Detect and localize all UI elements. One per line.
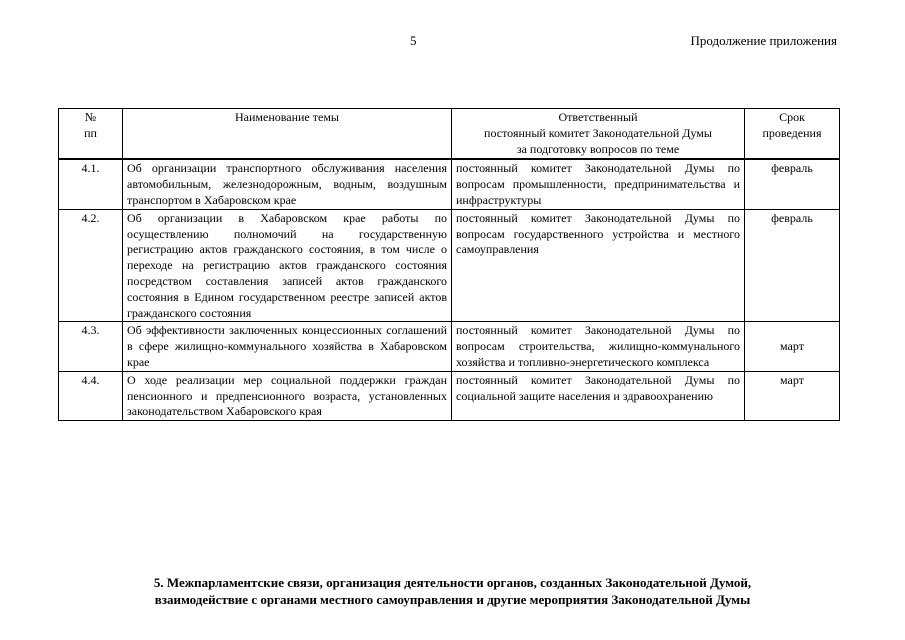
- row-topic: О ходе реализации мер социальной поддержки граждан пенсионного и предпенсионного возраста, установленных законодательством Хабаровского края: [123, 371, 452, 420]
- table-row: [59, 371, 840, 420]
- row-term: март: [745, 322, 840, 371]
- column-header-term-line: проведения: [762, 125, 822, 140]
- column-header-term-line: Срок: [779, 110, 805, 124]
- column-header-committee-line: Ответственный: [558, 110, 638, 124]
- row-number: 4.4.: [59, 371, 123, 420]
- column-header-committee-line: постоянный комитет Законодательной Думы: [484, 125, 712, 140]
- row-term: март: [745, 371, 840, 420]
- section-title-line: 5. Межпарламентские связи, организация деятельности органов, созданных Законодательной Думой,: [153, 575, 752, 590]
- table-header: [59, 109, 840, 160]
- row-term: февраль: [745, 159, 840, 209]
- running-header: Продолжение приложения: [690, 33, 837, 48]
- table-row: [59, 159, 840, 209]
- row-topic: Об эффективности заключенных концессионных соглашений в сфере жилищно-коммунального хозяйства в Хабаровском крае: [123, 322, 452, 371]
- row-committee: постоянный комитет Законодательной Думы по вопросам промышленности, предпринимательства и инфраструктуры: [452, 159, 745, 209]
- row-number: 4.3.: [59, 322, 123, 371]
- table-body: [59, 159, 840, 420]
- row-term: февраль: [745, 209, 840, 322]
- column-header-committee-line: за подготовку вопросов по теме: [516, 141, 680, 156]
- column-header-number-line: пп: [84, 125, 97, 140]
- section-title-line: взаимодействие с органами местного самоуправления и другие мероприятия Законодательной Думы: [154, 592, 751, 607]
- row-topic: Об организации в Хабаровском крае работы по осуществлению полномочий на государственную регистрацию актов гражданского состояния, в том числе о переходе на регистрацию актов гражданского состояния посредством составления записей актов гражданского состояния в Едином государственном реестре записей актов гражданского состояния: [123, 209, 452, 322]
- plan-table: [58, 108, 840, 421]
- column-header-number: [59, 109, 123, 160]
- column-header-committee: [452, 109, 745, 160]
- column-header-topic: [123, 109, 452, 160]
- row-number: 4.1.: [59, 159, 123, 209]
- column-header-number-line: №: [84, 110, 97, 124]
- column-header-term: [745, 109, 840, 160]
- row-number: 4.2.: [59, 209, 123, 322]
- row-committee: постоянный комитет Законодательной Думы по вопросам государственного устройства и местного самоуправления: [452, 209, 745, 322]
- table-row: [59, 209, 840, 322]
- table-header-row: [59, 109, 840, 160]
- row-committee: постоянный комитет Законодательной Думы по социальной защите населения и здравоохранению: [452, 371, 745, 420]
- section-title: [0, 574, 905, 608]
- page-number: 5: [410, 33, 417, 48]
- row-topic: Об организации транспортного обслуживания населения автомобильным, железнодорожным, водным, воздушным транспортом в Хабаровском крае: [123, 159, 452, 209]
- column-header-topic-line: Наименование темы: [235, 110, 339, 124]
- row-committee: постоянный комитет Законодательной Думы по вопросам строительства, жилищно-коммунального хозяйства и топливно-энергетического комплекса: [452, 322, 745, 371]
- table-row: [59, 322, 840, 371]
